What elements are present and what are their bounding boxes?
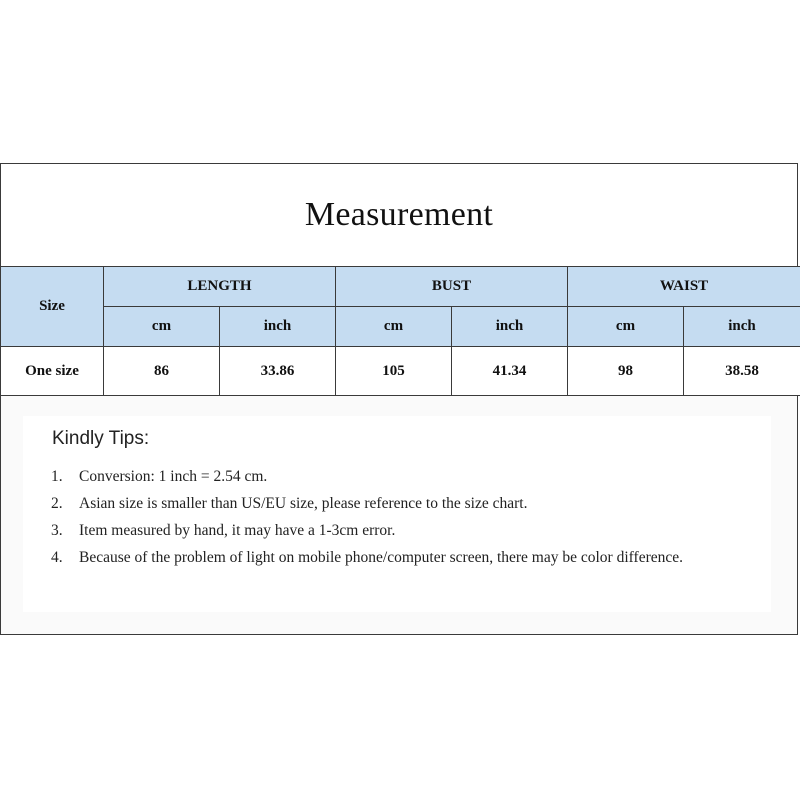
size-header: Size — [1, 267, 104, 347]
tips-list — [51, 466, 741, 574]
unit-header: cm — [104, 307, 220, 347]
table-cell: 33.86 — [220, 347, 336, 396]
list-text: Asian size is smaller than US/EU size, please reference to the size chart. — [79, 495, 528, 512]
measurement-card — [0, 163, 798, 635]
list-item — [51, 547, 741, 569]
tips-title: Kindly Tips: — [52, 428, 150, 449]
list-text: Conversion: 1 inch = 2.54 cm. — [79, 468, 268, 485]
table-cell: 86 — [104, 347, 220, 396]
unit-header: inch — [684, 307, 800, 347]
unit-header: cm — [336, 307, 452, 347]
list-number: 4. — [51, 549, 63, 566]
list-number: 3. — [51, 522, 63, 539]
table-row — [1, 347, 800, 396]
list-item — [51, 466, 741, 488]
table-cell: 41.34 — [452, 347, 568, 396]
page-title: Measurement — [304, 196, 494, 233]
tips-panel — [23, 416, 771, 612]
unit-header: inch — [220, 307, 336, 347]
unit-header: cm — [568, 307, 684, 347]
table-header-row — [1, 267, 800, 307]
table-cell: 98 — [568, 347, 684, 396]
unit-header-row — [1, 307, 800, 347]
group-header-length: LENGTH — [104, 267, 336, 307]
table-cell: 105 — [336, 347, 452, 396]
list-text: Item measured by hand, it may have a 1-3cm error. — [79, 522, 396, 539]
group-header-bust: BUST — [336, 267, 568, 307]
group-header-waist: WAIST — [568, 267, 800, 307]
list-item — [51, 493, 741, 515]
table-cell: 38.58 — [684, 347, 800, 396]
size-label: One size — [1, 347, 104, 396]
list-item — [51, 520, 741, 542]
unit-header: inch — [452, 307, 568, 347]
tips-section — [1, 396, 797, 634]
list-number: 1. — [51, 468, 63, 485]
list-text: Because of the problem of light on mobile phone/computer screen, there may be color difference. — [79, 549, 683, 566]
size-table — [0, 266, 800, 396]
list-number: 2. — [51, 495, 63, 512]
